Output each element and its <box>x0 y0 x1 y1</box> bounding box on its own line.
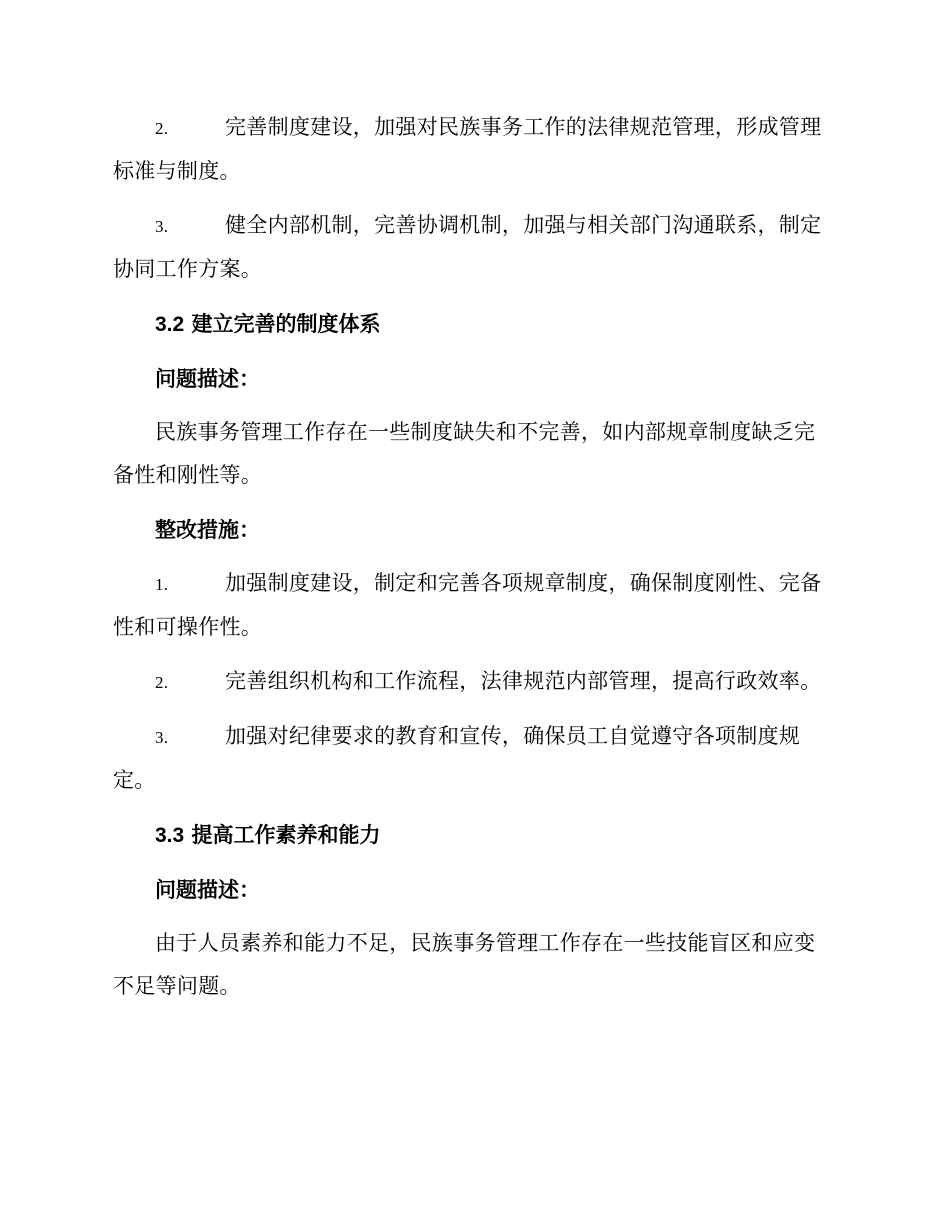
section-title: 建立完善的制度体系 <box>191 311 381 336</box>
section-heading <box>113 813 833 857</box>
section-title: 提高工作素养和能力 <box>191 822 381 847</box>
list-text: 完善制度建设，加强对民族事务工作的法律规范管理，形成管理标准与制度。 <box>113 115 822 183</box>
list-number: 2. <box>155 119 169 138</box>
list-number: 2. <box>155 673 169 692</box>
list-item <box>113 106 833 193</box>
problem-label: 问题描述： <box>155 366 260 391</box>
problem-paragraph: 由于人员素养和能力不足，民族事务管理工作存在一些技能盲区和应变不足等问题。 <box>113 931 816 998</box>
problem-paragraph: 民族事务管理工作存在一些制度缺失和不完善，如内部规章制度缺乏完备性和刚性等。 <box>113 420 816 487</box>
list-number: 1. <box>155 575 169 594</box>
list-item <box>113 715 833 802</box>
list-number: 3. <box>155 217 169 236</box>
list-text: 加强对纪律要求的教育和宣传，确保员工自觉遵守各项制度规定。 <box>113 724 801 792</box>
section-number: 3.2 <box>155 313 185 336</box>
list-text: 加强制度建设，制定和完善各项规章制度，确保制度刚性、完备性和可操作性。 <box>113 571 822 639</box>
section-number: 3.3 <box>155 824 185 847</box>
list-item <box>113 660 833 704</box>
measures-label: 整改措施： <box>155 517 260 542</box>
section-heading <box>113 302 833 346</box>
list-text: 完善组织机构和工作流程，法律规范内部管理，提高行政效率。 <box>225 669 822 693</box>
list-text: 健全内部机制，完善协调机制，加强与相关部门沟通联系，制定协同工作方案。 <box>113 213 822 281</box>
document-body <box>113 106 833 1019</box>
list-item <box>113 204 833 291</box>
problem-label: 问题描述： <box>155 877 260 902</box>
list-item <box>113 562 833 649</box>
list-number: 3. <box>155 728 169 747</box>
